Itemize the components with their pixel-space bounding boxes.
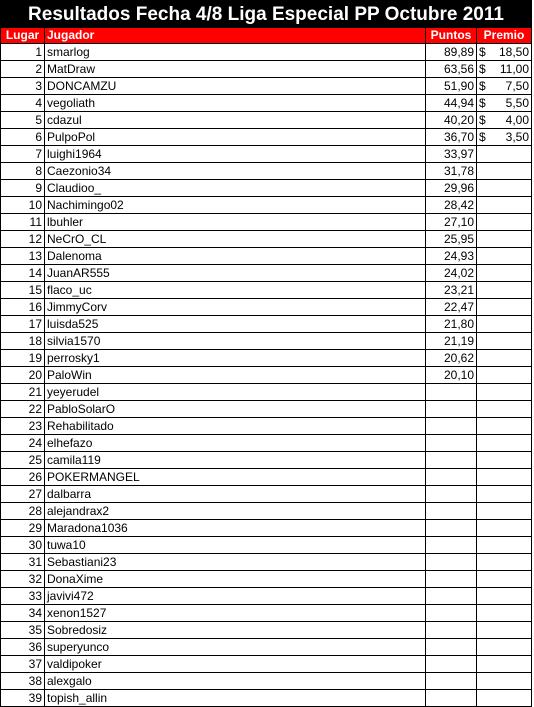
row-player: DONCAMZU xyxy=(45,78,426,95)
row-prize xyxy=(477,588,532,605)
table-row xyxy=(1,554,532,571)
row-prize xyxy=(477,265,532,282)
row-player: cdazul xyxy=(45,112,426,129)
row-prize xyxy=(477,401,532,418)
row-prize xyxy=(477,673,532,690)
row-prize xyxy=(477,214,532,231)
row-position: 39 xyxy=(1,690,45,707)
row-points: 29,96 xyxy=(426,180,477,197)
row-position: 28 xyxy=(1,503,45,520)
row-position: 29 xyxy=(1,520,45,537)
row-prize xyxy=(477,299,532,316)
row-player: elhefazo xyxy=(45,435,426,452)
row-player: POKERMANGEL xyxy=(45,469,426,486)
row-player: topish_allin xyxy=(45,690,426,707)
table-row xyxy=(1,452,532,469)
row-points: 33,97 xyxy=(426,146,477,163)
row-points: 40,20 xyxy=(426,112,477,129)
row-points xyxy=(426,486,477,503)
table-row xyxy=(1,350,532,367)
row-player: superyunco xyxy=(45,639,426,656)
table-row xyxy=(1,520,532,537)
row-points: 51,90 xyxy=(426,78,477,95)
row-player: alexgalo xyxy=(45,673,426,690)
table-row xyxy=(1,605,532,622)
table-row xyxy=(1,622,532,639)
results-table xyxy=(0,27,532,707)
row-player: yeyerudel xyxy=(45,384,426,401)
row-position: 7 xyxy=(1,146,45,163)
table-row xyxy=(1,639,532,656)
table-row xyxy=(1,180,532,197)
row-prize xyxy=(477,656,532,673)
row-position: 15 xyxy=(1,282,45,299)
header-prize: Premio xyxy=(477,28,532,44)
prize-amount: 5,50 xyxy=(505,96,529,110)
row-player: alejandrax2 xyxy=(45,503,426,520)
row-position: 36 xyxy=(1,639,45,656)
row-position: 6 xyxy=(1,129,45,146)
row-position: 27 xyxy=(1,486,45,503)
row-position: 13 xyxy=(1,248,45,265)
row-points xyxy=(426,503,477,520)
row-player: PulpoPol xyxy=(45,129,426,146)
prize-currency: $ xyxy=(479,96,486,110)
row-points xyxy=(426,622,477,639)
table-row xyxy=(1,197,532,214)
row-prize xyxy=(477,333,532,350)
row-prize xyxy=(477,435,532,452)
row-position: 3 xyxy=(1,78,45,95)
row-position: 12 xyxy=(1,231,45,248)
row-position: 35 xyxy=(1,622,45,639)
row-player: Caezonio34 xyxy=(45,163,426,180)
row-prize xyxy=(477,95,532,112)
row-prize xyxy=(477,350,532,367)
row-position: 2 xyxy=(1,61,45,78)
row-points: 21,80 xyxy=(426,316,477,333)
row-points: 31,78 xyxy=(426,163,477,180)
row-prize xyxy=(477,486,532,503)
row-player: Maradona1036 xyxy=(45,520,426,537)
header-position: Lugar xyxy=(1,28,45,44)
row-position: 19 xyxy=(1,350,45,367)
table-row xyxy=(1,163,532,180)
row-prize xyxy=(477,554,532,571)
row-points xyxy=(426,520,477,537)
row-points xyxy=(426,690,477,707)
prize-amount: 7,50 xyxy=(505,79,529,93)
row-player: valdipoker xyxy=(45,656,426,673)
header-points: Puntos xyxy=(426,28,477,44)
row-position: 38 xyxy=(1,673,45,690)
row-prize xyxy=(477,367,532,384)
row-position: 17 xyxy=(1,316,45,333)
row-player: camila119 xyxy=(45,452,426,469)
row-points: 24,02 xyxy=(426,265,477,282)
header-row xyxy=(1,28,532,44)
row-position: 14 xyxy=(1,265,45,282)
row-points xyxy=(426,673,477,690)
row-position: 32 xyxy=(1,571,45,588)
row-player: Rehabilitado xyxy=(45,418,426,435)
row-points: 20,10 xyxy=(426,367,477,384)
header-player: Jugador xyxy=(45,28,426,44)
table-row xyxy=(1,299,532,316)
row-points: 22,47 xyxy=(426,299,477,316)
results-body xyxy=(1,44,532,707)
row-player: xenon1527 xyxy=(45,605,426,622)
row-position: 22 xyxy=(1,401,45,418)
row-position: 37 xyxy=(1,656,45,673)
row-points: 89,89 xyxy=(426,44,477,61)
table-row xyxy=(1,95,532,112)
row-points: 25,95 xyxy=(426,231,477,248)
table-row xyxy=(1,435,532,452)
row-position: 21 xyxy=(1,384,45,401)
row-prize xyxy=(477,282,532,299)
table-row xyxy=(1,316,532,333)
row-points: 36,70 xyxy=(426,129,477,146)
row-player: PaloWin xyxy=(45,367,426,384)
row-position: 16 xyxy=(1,299,45,316)
row-position: 24 xyxy=(1,435,45,452)
table-row xyxy=(1,656,532,673)
row-points: 23,21 xyxy=(426,282,477,299)
row-points xyxy=(426,605,477,622)
prize-amount: 3,50 xyxy=(505,130,529,144)
table-row xyxy=(1,384,532,401)
table-row xyxy=(1,588,532,605)
table-row xyxy=(1,265,532,282)
row-prize xyxy=(477,571,532,588)
row-player: JimmyCorv xyxy=(45,299,426,316)
row-prize xyxy=(477,503,532,520)
row-prize xyxy=(477,146,532,163)
row-player: NeCrO_CL xyxy=(45,231,426,248)
row-position: 10 xyxy=(1,197,45,214)
row-position: 8 xyxy=(1,163,45,180)
table-row xyxy=(1,282,532,299)
row-prize xyxy=(477,248,532,265)
row-position: 9 xyxy=(1,180,45,197)
row-position: 25 xyxy=(1,452,45,469)
row-prize xyxy=(477,129,532,146)
row-prize xyxy=(477,163,532,180)
table-row xyxy=(1,231,532,248)
row-player: perrosky1 xyxy=(45,350,426,367)
row-points xyxy=(426,554,477,571)
row-points xyxy=(426,656,477,673)
prize-amount: 4,00 xyxy=(505,113,529,127)
row-points: 21,19 xyxy=(426,333,477,350)
row-points: 28,42 xyxy=(426,197,477,214)
row-player: Dalenoma xyxy=(45,248,426,265)
row-points xyxy=(426,435,477,452)
table-row xyxy=(1,146,532,163)
row-points xyxy=(426,639,477,656)
prize-currency: $ xyxy=(479,79,486,93)
row-player: tuwa10 xyxy=(45,537,426,554)
row-position: 18 xyxy=(1,333,45,350)
table-row xyxy=(1,537,532,554)
table-row xyxy=(1,61,532,78)
row-player: javivi472 xyxy=(45,588,426,605)
row-position: 1 xyxy=(1,44,45,61)
row-player: flaco_uc xyxy=(45,282,426,299)
table-row xyxy=(1,673,532,690)
table-row xyxy=(1,367,532,384)
row-player: DonaXime xyxy=(45,571,426,588)
row-prize xyxy=(477,520,532,537)
row-prize xyxy=(477,418,532,435)
row-player: PabloSolarO xyxy=(45,401,426,418)
table-row xyxy=(1,486,532,503)
row-points xyxy=(426,401,477,418)
row-position: 23 xyxy=(1,418,45,435)
row-position: 5 xyxy=(1,112,45,129)
prize-currency: $ xyxy=(479,130,486,144)
prize-currency: $ xyxy=(479,113,486,127)
prize-currency: $ xyxy=(479,45,486,59)
row-prize xyxy=(477,452,532,469)
row-player: Nachimingo02 xyxy=(45,197,426,214)
row-player: MatDraw xyxy=(45,61,426,78)
row-points xyxy=(426,384,477,401)
row-prize xyxy=(477,639,532,656)
row-points: 44,94 xyxy=(426,95,477,112)
table-row xyxy=(1,248,532,265)
row-prize xyxy=(477,44,532,61)
row-points xyxy=(426,588,477,605)
row-player: lbuhler xyxy=(45,214,426,231)
row-player: luighi1964 xyxy=(45,146,426,163)
row-player: Claudioo_ xyxy=(45,180,426,197)
row-position: 26 xyxy=(1,469,45,486)
sheet-title: Resultados Fecha 4/8 Liga Especial PP Octubre 2011 xyxy=(0,0,532,27)
row-prize xyxy=(477,384,532,401)
row-player: JuanAR555 xyxy=(45,265,426,282)
table-row xyxy=(1,112,532,129)
row-prize xyxy=(477,180,532,197)
row-prize xyxy=(477,316,532,333)
row-points: 63,56 xyxy=(426,61,477,78)
table-row xyxy=(1,418,532,435)
row-prize xyxy=(477,197,532,214)
row-points: 27,10 xyxy=(426,214,477,231)
table-row xyxy=(1,333,532,350)
row-prize xyxy=(477,469,532,486)
row-prize xyxy=(477,231,532,248)
row-points xyxy=(426,469,477,486)
row-prize xyxy=(477,78,532,95)
row-points xyxy=(426,418,477,435)
row-player: Sebastiani23 xyxy=(45,554,426,571)
row-prize xyxy=(477,61,532,78)
row-points: 20,62 xyxy=(426,350,477,367)
row-position: 4 xyxy=(1,95,45,112)
table-row xyxy=(1,503,532,520)
row-points xyxy=(426,571,477,588)
row-prize xyxy=(477,605,532,622)
row-points: 24,93 xyxy=(426,248,477,265)
row-position: 30 xyxy=(1,537,45,554)
row-prize xyxy=(477,112,532,129)
table-row xyxy=(1,44,532,61)
prize-currency: $ xyxy=(479,62,486,76)
row-player: smarlog xyxy=(45,44,426,61)
table-row xyxy=(1,469,532,486)
row-prize xyxy=(477,690,532,707)
table-row xyxy=(1,401,532,418)
row-position: 33 xyxy=(1,588,45,605)
table-row xyxy=(1,78,532,95)
row-position: 20 xyxy=(1,367,45,384)
table-row xyxy=(1,571,532,588)
row-position: 31 xyxy=(1,554,45,571)
table-row xyxy=(1,214,532,231)
prize-amount: 11,00 xyxy=(499,62,529,76)
row-points xyxy=(426,537,477,554)
row-player: vegoliath xyxy=(45,95,426,112)
row-player: Sobredosiz xyxy=(45,622,426,639)
row-prize xyxy=(477,537,532,554)
row-position: 11 xyxy=(1,214,45,231)
table-row xyxy=(1,690,532,707)
row-player: dalbarra xyxy=(45,486,426,503)
row-points xyxy=(426,452,477,469)
row-player: silvia1570 xyxy=(45,333,426,350)
row-prize xyxy=(477,622,532,639)
row-position: 34 xyxy=(1,605,45,622)
table-row xyxy=(1,129,532,146)
row-player: luisda525 xyxy=(45,316,426,333)
prize-amount: 18,50 xyxy=(498,45,529,59)
